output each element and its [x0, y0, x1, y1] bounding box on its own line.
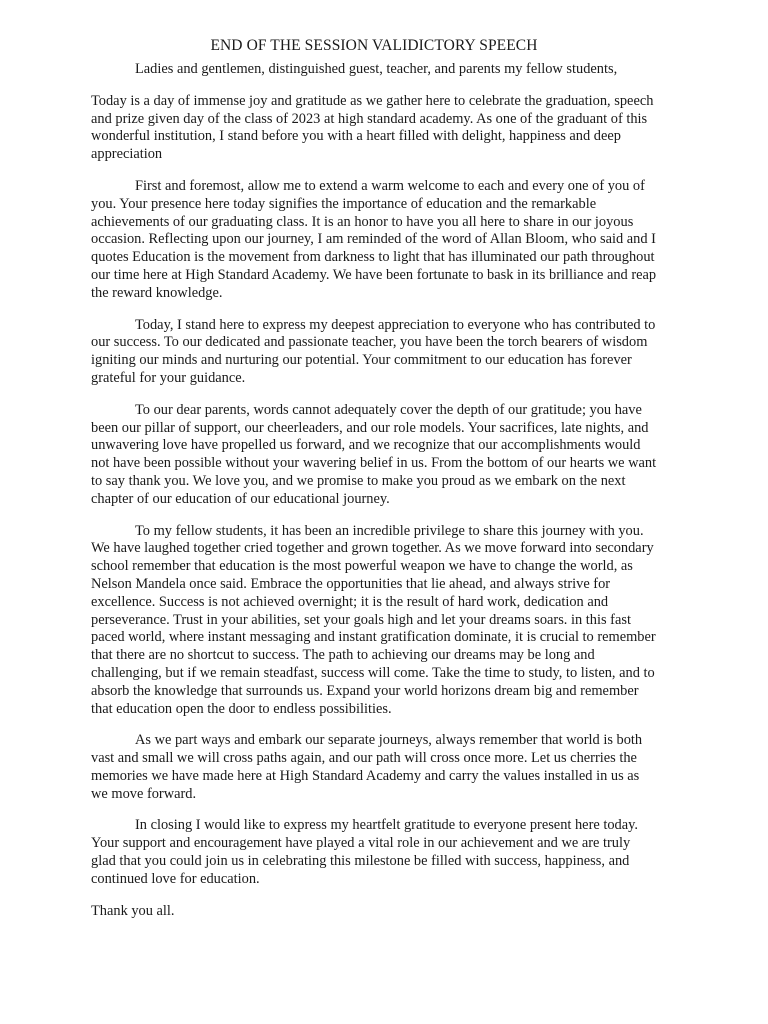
paragraph-teachers: Today, I stand here to express my deepest appreciation to everyone who has contributed to our success. To our dedicated and passionate teacher, you have been the torch bearers of wisdom igniting our minds and nurturing our potential. Your commitment to our education has forever grateful for your guidance.	[91, 316, 656, 386]
paragraph-students: To my fellow students, it has been an incredible privilege to share this journey with you. We have laughed together cried together and grown together. As we move forward into secondary school remember that education is the most powerful weapon we have to change the world, as Nelson Mandela once said. Embrace the opportunities that lie ahead, and always strive for excellence. Success is not achieved overnight; it is the result of hard work, dedication and perseverance. Trust in your abilities, set your goals high and let your dreams soars. in this fast paced world, where instant messaging and instant gratification dominate, it is crucial to remember that there are no shortcut to success. The path to achieving our dreams may be long and challenging, but if we remain steadfast, success will come. Take the time to study, to listen, and to absorb the knowledge that surrounds us. Expand your world horizons dream big and remember that education open the door to endless possibilities.	[91, 522, 656, 717]
paragraph-closing: In closing I would like to express my heartfelt gratitude to everyone present here today. Your support and encouragement have played a vital role in our achievement and we are truly glad that you could join us in celebrating this milestone be filled with success, happiness, and continued love for education.	[91, 817, 638, 887]
document-title: END OF THE SESSION VALIDICTORY SPEECH	[210, 37, 538, 54]
paragraph-introduction: Today is a day of immense joy and gratitude as we gather here to celebrate the graduation, speech and prize given day of the class of 2023 at high standard academy. As one of the graduant of this wonderful institution, I stand before you with a heart filled with delight, happiness and deep appreciation	[91, 92, 654, 163]
paragraph-parents: To our dear parents, words cannot adequately cover the depth of our gratitude; you have been our pillar of support, our cheerleaders, and our role models. Your sacrifices, late nights, and unwavering love have propelled us forward, and we recognize that our accomplishments would not have been possible without your wavering belief in us. From the bottom of our hearts we want to say thank you. We love you, and we promise to make you proud as we embark on the next chapter of our education of our educational journey.	[91, 401, 657, 507]
paragraph-thank-you: Thank you all.	[91, 902, 175, 919]
document-page	[91, 36, 657, 934]
paragraph-welcome: First and foremost, allow me to extend a warm welcome to each and every one of you of you. Your presence here today signifies the importance of education and the remarkable achievements of our graduating class. It is an honor to have you all here to share in our joyous occasion. Reflecting upon our journey, I am reminded of the word of Allan Bloom, who said and I quotes Education is the movement from darkness to light that has illuminated our path throughout our time here at High Standard Academy. We have been fortunate to bask in its brilliance and reap the reward knowledge.	[91, 177, 657, 301]
paragraph-greeting: Ladies and gentlemen, distinguished guest, teacher, and parents my fellow students,	[135, 61, 618, 77]
paragraph-farewell: As we part ways and embark our separate journeys, always remember that world is both vast and small we will cross paths again, and our path will cross once more. Let us cherries the memories we have made here at High Standard Academy and carry the values installed in us as we move forward.	[91, 732, 643, 802]
